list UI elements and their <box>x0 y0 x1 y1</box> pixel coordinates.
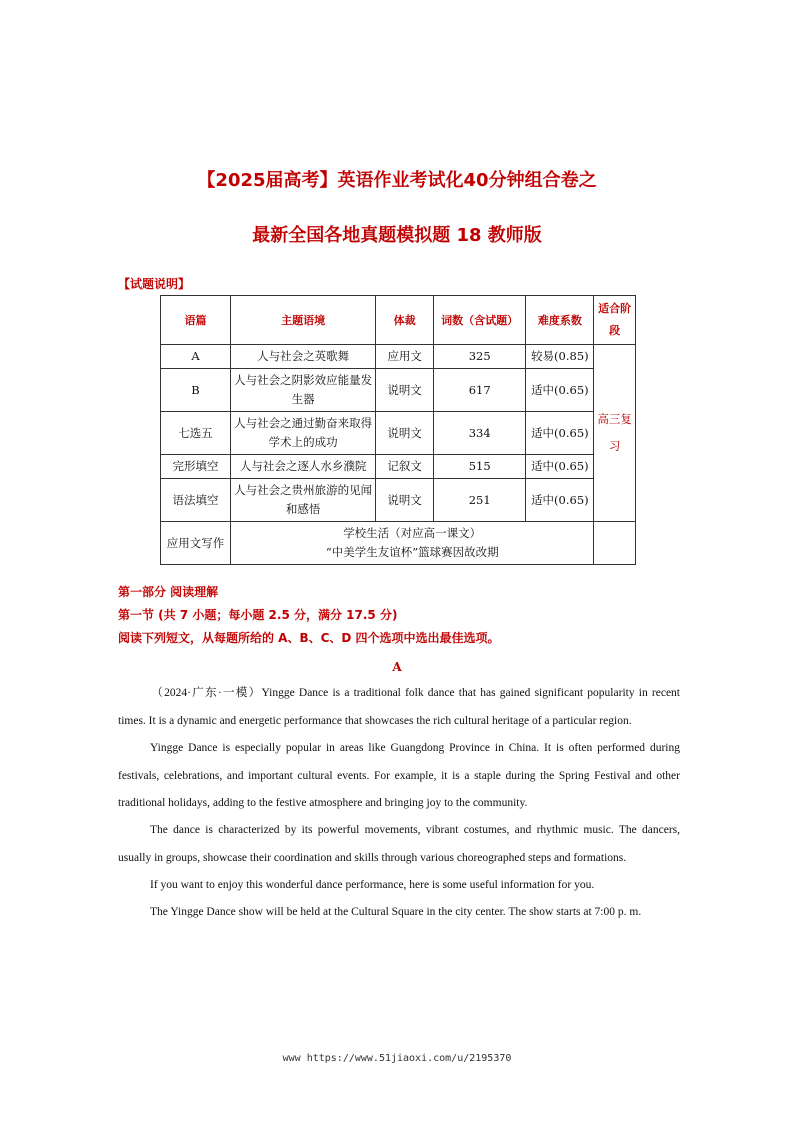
spec-header-row <box>161 296 636 345</box>
header-theme: 主题语境 <box>231 296 376 345</box>
document-title-line2: 最新全国各地真题模拟题 18 教师版 <box>252 225 542 246</box>
cell-writing-label: 应用文写作 <box>161 522 231 565</box>
paragraph <box>118 680 680 735</box>
cell-theme: 人与社会之阴影效应能量发生器 <box>231 369 376 412</box>
paragraph-text: The dance is characterized by its powerful movements, vibrant costumes, and rhythmic music. The dancers, usually in groups, showcase their coordination and skills through various choreographed steps and formations. <box>118 824 680 864</box>
cell-passage: 完形填空 <box>161 455 231 479</box>
header-wordcount: 词数（含试题） <box>434 296 526 345</box>
cell-genre: 应用文 <box>376 345 434 369</box>
cell-wordcount: 515 <box>434 455 526 479</box>
paragraph-text: The Yingge Dance show will be held at the Cultural Square in the city center. The show starts at 7:00 p. m. <box>150 906 642 918</box>
cell-difficulty: 适中(0.65) <box>526 412 594 455</box>
instruction-text: 阅读下列短文，从每题所给的 A、B、C、D 四个选项中选出最佳选项。 <box>118 631 500 645</box>
paragraph <box>118 872 680 900</box>
table-row <box>161 412 636 455</box>
passage-label: A <box>392 660 402 674</box>
cell-theme: 人与社会之英歌舞 <box>231 345 376 369</box>
paragraph-text: （2024·广东·一模）Yingge Dance is a traditional folk dance that has gained significant popularity in recent times. It is a dynamic and energetic performance that showcases the rich cultural heritage of a particular region. <box>118 687 680 727</box>
part-heading: 第一部分 阅读理解 <box>118 585 219 599</box>
table-row <box>161 345 636 369</box>
cell-wordcount: 334 <box>434 412 526 455</box>
cell-theme: 人与社会之逐人水乡濮院 <box>231 455 376 479</box>
cell-difficulty: 适中(0.65) <box>526 455 594 479</box>
spec-label: 【试题说明】 <box>118 277 191 291</box>
cell-difficulty: 较易(0.85) <box>526 345 594 369</box>
paragraph <box>118 817 680 872</box>
section-heading: 第一节 (共 7 小题；每小题 2.5 分，满分 17.5 分) <box>118 608 398 622</box>
cell-stage: 高三复习 <box>594 345 636 522</box>
paragraph-text: Yingge Dance is especially popular in areas like Guangdong Province in China. It is often performed during festivals, celebrations, and important cultural events. For example, it is a staple during the Spring Festival and other traditional holidays, adding to the festive atmosphere and bringing joy to the community. <box>118 742 680 809</box>
table-row <box>161 479 636 522</box>
cell-wordcount: 617 <box>434 369 526 412</box>
cell-theme: 人与社会之通过勤奋来取得学术上的成功 <box>231 412 376 455</box>
cell-genre: 说明文 <box>376 479 434 522</box>
cell-genre: 说明文 <box>376 412 434 455</box>
cell-difficulty: 适中(0.65) <box>526 369 594 412</box>
header-stage: 适合阶段 <box>594 296 636 345</box>
cell-theme: 人与社会之贵州旅游的见闻和感悟 <box>231 479 376 522</box>
paragraph <box>118 899 680 927</box>
header-passage: 语篇 <box>161 296 231 345</box>
document-title-line1: 【2025届高考】英语作业考试化40分钟组合卷之 <box>197 170 597 191</box>
spec-table <box>160 295 636 565</box>
cell-wordcount: 251 <box>434 479 526 522</box>
writing-topic-line2: “中美学生友谊杯”篮球赛因故改期 <box>325 545 499 559</box>
footer-watermark: www https://www.51jiaoxi.com/u/2195370 <box>282 1053 512 1064</box>
paragraph-text: If you want to enjoy this wonderful dance performance, here is some useful information for you. <box>150 879 595 891</box>
table-row-writing <box>161 522 636 565</box>
header-difficulty: 难度系数 <box>526 296 594 345</box>
cell-passage: 七选五 <box>161 412 231 455</box>
table-row <box>161 369 636 412</box>
cell-writing-topic <box>231 522 594 565</box>
paragraph <box>118 735 680 818</box>
cell-wordcount: 325 <box>434 345 526 369</box>
table-row <box>161 455 636 479</box>
cell-passage: A <box>161 345 231 369</box>
cell-passage: B <box>161 369 231 412</box>
writing-topic-line1: 学校生活（对应高一课文） <box>343 526 482 540</box>
cell-genre: 记叙文 <box>376 455 434 479</box>
cell-passage: 语法填空 <box>161 479 231 522</box>
cell-genre: 说明文 <box>376 369 434 412</box>
cell-empty <box>594 522 636 565</box>
header-genre: 体裁 <box>376 296 434 345</box>
cell-difficulty: 适中(0.65) <box>526 479 594 522</box>
